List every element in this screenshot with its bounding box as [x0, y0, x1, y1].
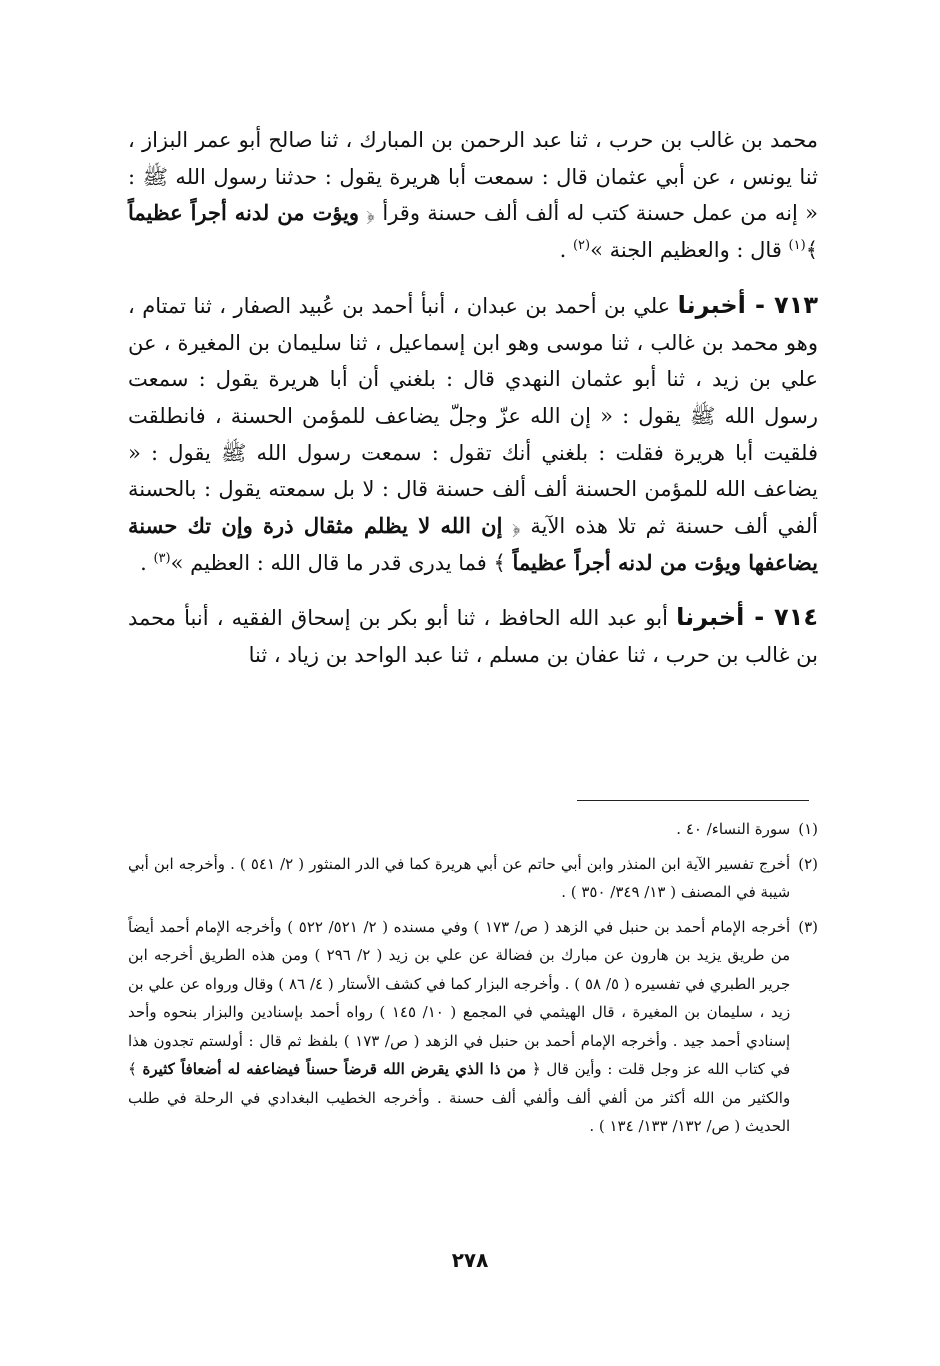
footnote [128, 850, 818, 907]
paragraph [128, 287, 818, 582]
hadith-number: ٧١٤ - [744, 603, 818, 632]
quran-verse: إن الله لا يظلم مثقال ذرة وإن تك حسنة يضاعفها ويؤت من لدنه أجراً عظيماً [128, 513, 818, 575]
lead-word: أخبرنا [676, 603, 745, 632]
footnote-text [128, 850, 790, 907]
text-run: . [140, 550, 154, 575]
quran-verse: ويؤت من لدنه أجراً عظيماً [128, 200, 360, 226]
footnote [128, 913, 818, 1141]
paragraph [128, 599, 818, 673]
footnote-ref: (١) [788, 238, 806, 254]
quran-verse: من ذا الذي يقرض الله قرضاً حسناً فيضاعفه له أضعافاً كثيرة [142, 1060, 527, 1078]
footnote [128, 815, 818, 844]
text-run: علي بن أحمد بن عبدان ، أنبأ أحمد بن عُبيد الصفار ، ثنا تمتام ، وهو محمد بن غالب ، ثنا موسى وهو ابن إسماعيل ، ثنا سليمان بن المغيرة ، عن علي بن زيد ، ثنا أبو عثمان النهدي قال : بلغني أن أبا هريرة يقول : سمعت رسول الله ﷺ يقول : « إن الله عزّ وجلّ يضاعف للمؤمن الحسنة ، فانطلقت فلقيت أبا هريرة فقلت : بلغني أنك تقول : سمعت رسول الله ﷺ يقول : « يضاعف الله للمؤمن الحسنة ألف ألف حسنة قال : لا بل سمعته يقول : بالحسنة ألفي ألف حسنة ثم تلا هذه الآية ﴿ [128, 293, 819, 539]
footnote-separator [577, 800, 809, 801]
text-run: ﴾ [805, 238, 818, 263]
footnote-marker: (٣) [798, 917, 818, 936]
footnote-marker: (١) [798, 820, 818, 838]
hadith-number: ٧١٣ - [745, 290, 818, 319]
page-number: ٢٧٨ [451, 1248, 489, 1272]
main-text [128, 122, 818, 692]
text-run: ﴾ فما يدرى قدر ما قال الله : العظيم » [170, 550, 513, 575]
text-run: ﴾ والكثير من الله أكثر من ألفي ألف وألفي ألف حسنة . وأخرجه الخطيب البغدادي في الرحلة في طلب الحديث ( ص/ ١٣٢/ ١٣٣/ ١٣٤ ) . [128, 1060, 791, 1135]
text-run: أخرجه الإمام أحمد بن حنبل في الزهد ( ص/ ١٧٣ ) وفي مسنده ( ٢/ ٥٢١/ ٥٢٢ ) وأخرجه الإمام أحمد أيضاً من طريق يزيد بن هارون عن مبارك بن فضالة عن علي بن زيد ( ٢/ ٢٩٦ ) ومن هذه الطريق أخرجه ابن جرير الطبري في تفسيره ( ٥/ ٥٨ ) . وأخرجه البزار كما في كشف الأستار ( ٤/ ٨٦ ) وقال ورواه عن علي بن زيد ، سليمان بن المغيرة ، قال الهيثمي في المجمع ( ١٠/ ١٤٥ ) رواه أحمد بإسنادين والبزار بنحوه وأحد إسنادي أحمد جيد . وأخرجه الإمام أحمد بن حنبل في الزهد ( ص/ ١٧٣ ) بلفظ ثم قال : أولستم تجدون هذا في كتاب الله عز وجل قلت : وأين قال ﴿ [128, 917, 791, 1078]
paragraph [128, 122, 818, 269]
footnote-ref: (٣) [153, 550, 171, 566]
text-run: قال : والعظيم الجنة » [590, 238, 789, 263]
lead-word: أخبرنا [677, 290, 746, 319]
text-run: محمد بن غالب بن حرب ، ثنا عبد الرحمن بن المبارك ، ثنا صالح أبو عمر البزاز ، ثنا يونس ، عن أبي عثمان قال : سمعت أبا هريرة يقول : حدثنا رسول الله ﷺ : « إنه من عمل حسنة كتب له ألف ألف حسنة وقرأ ﴿ [128, 128, 818, 226]
footnote-ref: (٢) [572, 238, 591, 254]
text-run: . [559, 238, 573, 263]
text-run: سورة النساء/ ٤٠ . [676, 820, 791, 838]
text-run: أخرج تفسير الآية ابن المنذر وابن أبي حاتم عن أبي هريرة كما في الدر المنثور ( ٢/ ٥٤١ ) . وأخرجه ابن أبي شيبة في المصنف ( ١٣/ ٣٤٩/ ٣٥٠ ) . [128, 854, 791, 901]
text-run: أبو عبد الله الحافظ ، ثنا أبو بكر بن إسحاق الفقيه ، أنبأ محمد بن غالب بن حرب ، ثنا عفان بن مسلم ، ثنا عبد الواحد بن زياد ، ثنا [128, 606, 818, 668]
footnote-text [128, 913, 790, 1141]
footnote-text [128, 815, 790, 844]
footnotes [128, 815, 818, 1147]
footnote-marker: (٢) [798, 854, 818, 873]
